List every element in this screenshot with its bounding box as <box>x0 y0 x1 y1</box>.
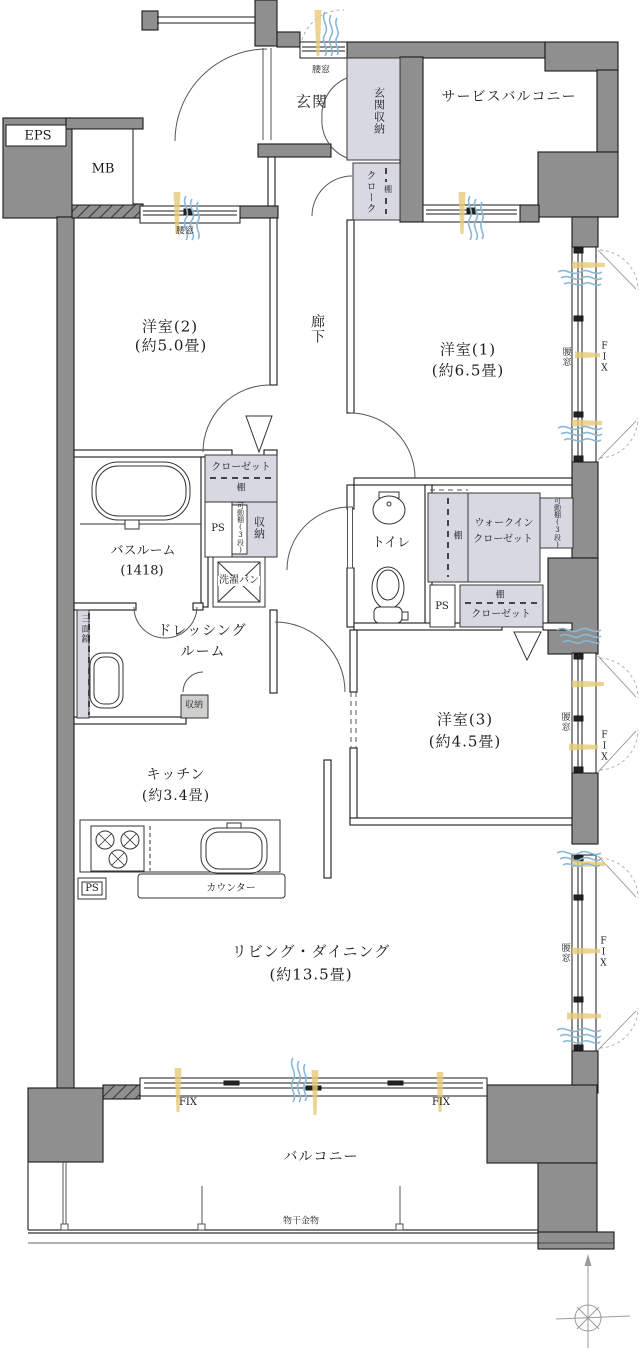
laundry-posts <box>61 1162 403 1230</box>
toilet-fixtures <box>371 492 411 623</box>
laundry-hardware-label: 物干金物 <box>282 1216 320 1227</box>
window-fix-label: FIX <box>599 341 610 375</box>
western2-area-label: (約5.0畳) <box>134 336 208 355</box>
closet-west-shelf-label: 棚 <box>236 483 246 494</box>
movable-shelf-label: 可動棚(3段) <box>236 502 245 554</box>
window-koshimado-label: 腰窓 <box>175 226 195 237</box>
mb-label: MB <box>91 161 115 177</box>
window-koshimado-label: 腰窓 <box>311 65 331 76</box>
toilet-label: トイレ <box>371 535 411 551</box>
western1-area-label: (約6.5畳) <box>431 361 505 380</box>
western1-label: 洋室(1) <box>439 340 497 359</box>
closet-east-shelf-label: 棚 <box>495 590 505 601</box>
entrance-label: 玄関 <box>295 92 329 111</box>
service-balcony-label: サービスバルコニー <box>441 89 577 105</box>
closet-west-label: クローゼット <box>211 462 271 473</box>
window-koshimado-label: 腰窓 <box>560 347 571 367</box>
ps-label: PS <box>85 883 99 894</box>
kitchen-sink <box>201 823 267 873</box>
window-fix-label: FIX <box>599 730 610 764</box>
window-fix-label: FIX <box>431 1097 451 1108</box>
mirror-label: 三面鏡 <box>79 614 90 644</box>
window-koshimado-label: 腰窓 <box>559 712 570 732</box>
cloak-shelf-label: 棚 <box>384 185 392 194</box>
storage-mid-label: 収納 <box>252 516 266 540</box>
corridor-label: 廊下 <box>309 314 325 344</box>
laundry-pan-label: 洗濯パン <box>219 575 259 586</box>
window-fix-label: FIX <box>178 1097 198 1108</box>
dressing-room-label-line2: ルーム <box>180 644 226 660</box>
living-dining-label: リビング・ダイニング <box>231 942 391 961</box>
entrance-storage-label: 玄関収納 <box>372 87 386 135</box>
wic-label-line1: ウォークイン <box>474 518 534 529</box>
balcony-label: バルコニー <box>283 1149 359 1165</box>
ps-label: PS <box>211 523 225 534</box>
cloak-label: クローク <box>364 170 375 214</box>
counter-label: カウンター <box>206 883 256 894</box>
window-fix-label: FIX <box>598 936 609 970</box>
western3-area-label: (約4.5畳) <box>428 732 502 751</box>
movable-shelf-right-label: 可動棚(3段) <box>553 497 562 549</box>
washbasin <box>90 653 123 708</box>
bathtub <box>80 462 201 529</box>
dressing-room-label-line1: ドレッシング <box>157 623 247 639</box>
western3-label: 洋室(3) <box>436 710 494 729</box>
eps-label: EPS <box>24 128 52 144</box>
kitchen-label: キッチン <box>146 767 206 783</box>
window-koshimado-label: 腰窓 <box>559 943 570 963</box>
storage-small-label: 収納 <box>184 700 204 711</box>
wic-shelf-label: 棚 <box>453 531 463 542</box>
wic-label-line2: クローゼット <box>473 534 533 545</box>
living-dining-area-label: (約13.5畳) <box>269 965 353 984</box>
kitchen-area-label: (約3.4畳) <box>141 788 211 804</box>
western2-label: 洋室(2) <box>141 317 199 336</box>
closet-east-label: クローゼット <box>471 609 531 620</box>
bathroom-size-label: (1418) <box>120 563 164 579</box>
compass-rose <box>556 1254 630 1348</box>
ps-label: PS <box>435 601 449 612</box>
bathroom-label: バスルーム <box>110 543 176 559</box>
balcony-railing <box>28 1162 614 1243</box>
